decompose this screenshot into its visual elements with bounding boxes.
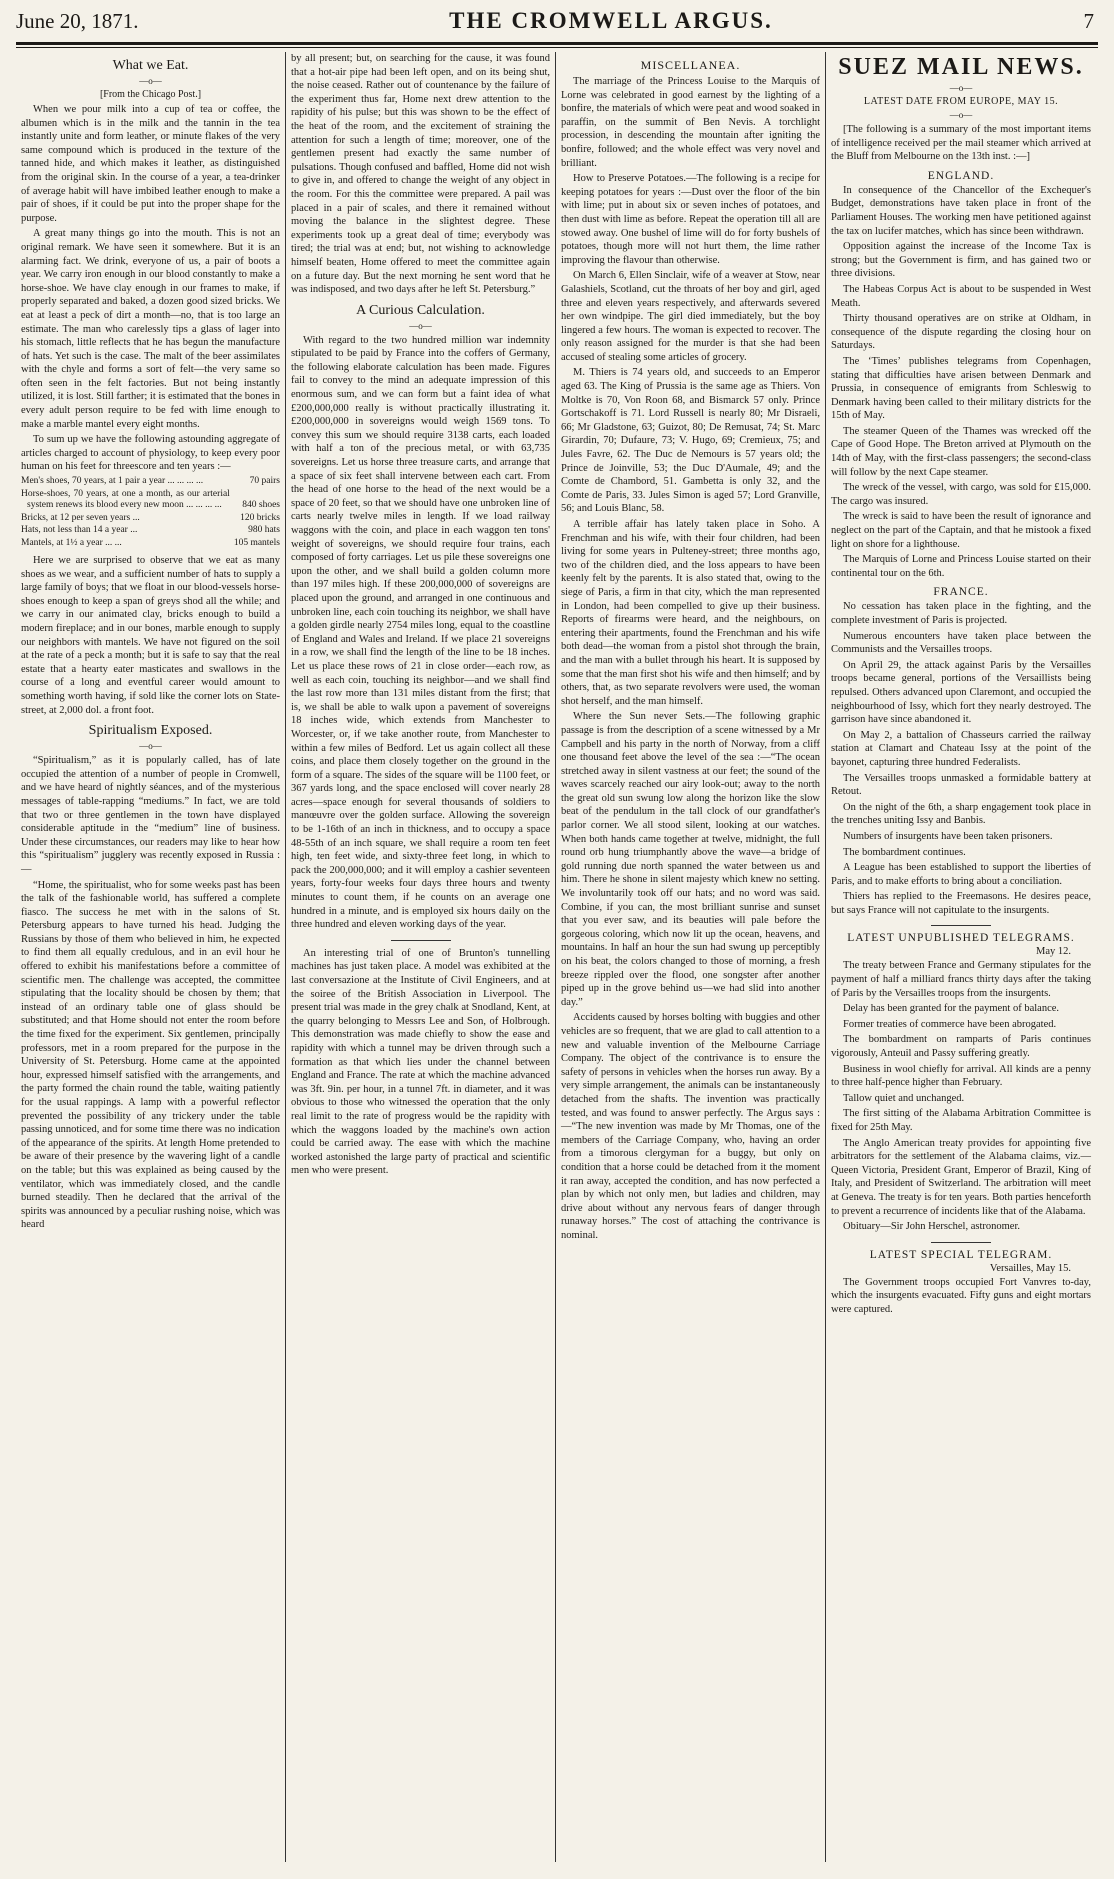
paragraph: Opposition against the increase of the Income Tax is strong; but the Government is firm, and has gained two or three divisions. — [831, 241, 1091, 280]
article-curious-calculation — [291, 303, 550, 932]
article-what-we-eat — [21, 58, 280, 717]
table-row — [21, 525, 280, 538]
table-row — [21, 489, 280, 513]
column-2 — [286, 52, 556, 1862]
fact-label: Horse-shoes, 70 years, at one a month, as our arterial system renews its blood every new moon ... ... ... ... — [21, 488, 230, 511]
subsection-title: ENGLAND. — [927, 169, 995, 182]
article-title: What we Eat. — [112, 58, 189, 73]
article-spiritualism — [21, 723, 280, 1232]
title-separator: —o— — [949, 83, 973, 93]
paragraph: M. Thiers is 74 years old, and succeeds to an Emperor aged 63. The King of Prussia is the same age as Thiers. Von Moltke is 70, Von Roon 68, and Bismarck 57 only. Prince Gortschakoff is 71. Lord Russell is nearly 80; Mr Disraeli, 66; Mr Gladstone, 63; Guizot, 80; De Remusat, 74; St. Marc Girardin, 70; Dufaure, 73; V. Hugo, 69; Cremieux, 75; and Jules Favre, 62. The Duc de Nemours is 57 years old; the Prince de Joinville, 53; the Duc D'Aumale, 49; and the Comte de Chambord, 51. Gambetta is only 32, and the Comte de Paris, 33. Jules Simon is aged 57; Lord Granville, 56; and Louis Blanc, 58. — [561, 367, 820, 515]
paragraph: To sum up we have the following astounding aggregate of articles charged to account of physiology, to keep every poor human on his feet for threescore and ten years :— — [21, 434, 280, 473]
paragraph: The bombardment on ramparts of Paris continues vigorously, Anteuil and Passy suffering greatly. — [831, 1034, 1091, 1060]
table-row — [21, 476, 280, 489]
aggregate-table — [21, 476, 280, 550]
paragraph: The Habeas Corpus Act is about to be suspended in West Meath. — [831, 283, 1091, 309]
paragraph: The Government troops occupied Fort Vanvres to-day, which the insurgents evacuated. Fifty guns and eight mortars were captured. — [831, 1276, 1091, 1315]
fact-value: 70 pairs — [249, 476, 280, 487]
paragraph: The marriage of the Princess Louise to the Marquis of Lorne was celebrated in good earnest by the lighting of a bonfire, the materials of which were peat and wood soaked in paraffin, on the summit of Ben Nevis. A torchlight procession, in descending the mountain after igniting the bonfire, followed; and the whole effect was very novel and brilliant. — [561, 76, 820, 169]
section-title: MISCELLANEA. — [640, 58, 741, 72]
section-divider — [931, 1242, 991, 1243]
masthead-rule-thin — [16, 47, 1098, 48]
subsection-title: LATEST SPECIAL TELEGRAM. — [869, 1248, 1053, 1261]
subsection-title: FRANCE. — [933, 586, 989, 599]
editor-note: [The following is a summary of the most important items of intelligence received per the mail steamer which arrived at the Bluff from Melbourne on the 13th inst. :—] — [831, 124, 1091, 163]
paragraph: Here we are surprised to observe that we eat as many shoes as we wear, and a sufficient number of hats to supply a large family of boys; that we float in our blood-vessels horse-shoes enough to keep a span of greys shod all the while; and we carry in our animated clay, bricks enough to build a modern fireplace; and in our bones, marble enough to supply our neighbors with mantels. We have not figured on the soil at the rate of a peck a month; but it is safe to say that the real estate that a hearty eater masticates and swallows in the course of a long and eventful career would amount to something worth having, if sold like the corner lots on State-street, at 2,000 dol. a front foot. — [21, 555, 280, 716]
paragraph: On March 6, Ellen Sinclair, wife of a weaver at Stow, near Galashiels, Scotland, cut the throats of her boy and girl, aged three and eleven years respectively, and afterwards severed her own windpipe. The girl died immediately, but the boy lingered a few hours. The woman is expected to recover. The only reason assigned for the murder is that she had been accused of stealing some articles of grocery. — [561, 270, 820, 363]
paragraph: Numerous encounters have taken place between the Communists and the Versailles troops. — [831, 630, 1091, 656]
page-number: 7 — [1083, 9, 1094, 33]
masthead-rule-thick — [16, 42, 1098, 45]
article-title: A Curious Calculation. — [356, 302, 485, 318]
paragraph: The bombardment continues. — [843, 846, 966, 858]
paragraph: When we pour milk into a cup of tea or coffee, the albumen which is in the milk and the tannin in the tea instantly unite and form leather, or minute flakes of the very same compound which is produced in the texture of the tanned hide, and which makes it leather, as distinguished from the original skin. In the course of a year, a tea-drinker of average habit will have imbibed leather enough to make a pair of shoes, if it could be put into the proper shape for the purpose. — [21, 104, 280, 224]
paragraph: Accidents caused by horses bolting with buggies and other vehicles are so frequent, that we are glad to call attention to a new and valuable invention of the Melbourne Carriage Company. The object of the contrivance is to ensure the safety of persons in vehicles when the horses run away. By a very simple arrangement, the animals can be instantaneously detached from the shafts. The invention was practically tested, and was found to answer perfectly. The Argus says :—“The new invention was made by Mr Thomas, one of the members of the Carriage Company, who, having an order from a timorous clergyman for a buggy, but only on condition that a horse could be detached from it the moment it ran away, accepted the condition, and has now perfected a plan by which not only men, but ladies and children, may drive about without any nervous fears of danger through runaway horses.” The cost of attaching the contrivance is nominal. — [561, 1012, 820, 1241]
paragraph: by all present; but, on searching for the cause, it was found that a hot-air pipe had been left open, and on its being shut, the noise ceased. Rather out of countenance by the failure of the experiment thus far, Home next drew attention to the rapidity of his pulse; but this was shown to be the effect of the heat of the room, and the excitement of straining the attention for such a length of time; moreover, one of the gentlemen present had exactly the same number of pulsations. Though confused and baffled, Home did not wish to give in, and offered to change the weight of any object in the room. For this the committee were prepared. A pail was placed in a pair of scales, and there it remained without moving the balance in the slightest degree. These experiments took up a great deal of time; everybody was tired; the trial was at end; but, not wishing to acknowledge himself beaten, Home offered to meet the committee again on a future day. But the next morning he sent word that he was indisposed, and two days after he left St. Petersburg.” — [291, 53, 550, 296]
paragraph: Tallow quiet and unchanged. — [843, 1092, 965, 1104]
fact-value: 840 shoes — [242, 500, 280, 511]
table-row — [21, 538, 280, 551]
title-separator: —o— — [949, 110, 973, 120]
paragraph: A League has been established to support the liberties of Paris, and to make efforts to bring about a conciliation. — [831, 862, 1091, 887]
table-row — [21, 513, 280, 526]
paragraph: On April 29, the attack against Paris by the Versailles troops became general, portions of the Versaillists being repulsed. Others advanced upon Claremont, and occupied the neighbourhood of Issy, which fort they nearly destroyed. The garrison have since abandoned it. — [831, 659, 1091, 726]
paragraph: The first sitting of the Alabama Arbitration Committee is fixed for 25th May. — [831, 1108, 1091, 1133]
article-title: Spiritualism Exposed. — [88, 723, 213, 739]
paragraph: Thirty thousand operatives are on strike at Oldham, in consequence of the dispute regarding the closing hour on Saturdays. — [831, 313, 1091, 352]
paragraph: Where the Sun never Sets.—The following graphic passage is from the description of a scene witnessed by a Mr Campbell and his party in the north of Norway, from a cliff one thousand feet above the level of the sea :—“The ocean stretched away in silent vastness at our feet; the sound of the waves scarcely reached our airy look-out; away to the north the great old sun swung low along the horizon like the slow beat of the pendulum in the tall clock of our grandfather's parlor corner. We all stood silent, looking at our watches. When both hands came together at twelve, midnight, the full round orb hung triumphantly above the wave—a bridge of gold running due north spanned the water between us and him. There he shone in silent majesty which knew no setting. We involuntarily took off our hats; and no word was said. Combine, if you can, the most brilliant sunrise and sunset that you ever saw, and its beauties will pale before the gorgeous coloring, which now lit up the ocean, heavens, and mountains. In half an hour the sun had swung up perceptibly on his beat, the colors changed to those of morning, a fresh breeze rippled over the flood, one songster after another piped up in the grove behind us—we had slid into another day.” — [561, 711, 820, 1008]
paragraph: A terrible affair has lately taken place in Soho. A Frenchman and his wife, with their four children, had been living for some years in Pulteney-street; three months ago, two of the children died, and the loss appears to have been keenly felt by the parents. It is also stated that, owing to the siege of Paris, a firm in that city, which the man represented in London, had been compelled to give up their business. Reports of firearms were heard, and the neighbours, on entering their apartments, found the Frenchman and his wife both dead—the woman from a pistol shot through the brain, and the man with a bullet through his heart. It is supposed by some that the man first shot his wife and then himself; and by others, that, as two separate revolvers were used, the woman shot herself, and the man himself. — [561, 519, 820, 707]
dateline: Versailles, May 15. — [989, 1262, 1071, 1274]
paragraph: The Marquis of Lorne and Princess Louise started on their continental tour on the 6th. — [831, 554, 1091, 579]
paragraph: The wreck is said to have been the result of ignorance and neglect on the part of the Captain, and that he mistook a fixed light on shore for a lighthouse. — [831, 511, 1091, 550]
paragraph: How to Preserve Potatoes.—The following is a recipe for keeping potatoes for years :—Dust over the floor of the bin with lime; put in about six or seven inches of potatoes, and then dust with lime as before. Repeat the operation till all are stowed away. One bushel of lime will do for forty bushels of potatoes, though more will not hurt them, the lime rather improving the flavour than otherwise. — [561, 173, 820, 266]
paragraph: The steamer Queen of the Thames was wrecked off the Cape of Good Hope. The Breton arrived at Plymouth on the 14th of May, with the first-class passengers; the second-class will follow by the next Cape steamer. — [831, 425, 1091, 478]
title-separator: —o— — [139, 741, 162, 752]
paragraph: “Home, the spiritualist, who for some weeks past has been the talk of the fashionable world, has suffered a complete fiasco. The success he met with in the salons of St. Petersburg appears to have turned his head. Judging the Russians by those of them who believed in him, he expected to find them all equally credulous, and in an evil hour he offered to exhibit his manifestations before a committee of scientific men. The challenge was accepted, the committee stipulating that the locality should be chosen by them; that instead of an ordinary table one of glass should be substituted; and that Home should not enter the room before the time fixed for the experiment. Six gentlemen, principally professors, met in a room prepared for the purpose in the University of St. Petersburg. Home came at the appointed hour, expressed himself satisfied with the arrangements, and the party formed the chain round the table, waiting patiently for the usual rappings. A lamp with a powerful reflector prevented the possibility of any trickery under the table passing unnoticed, and for some time there was no indication of the appearance of the spirits. At length Home pretended to be aware of their presence by the wavering light of a candle on the table; but this was explained as being caused by the ventilator, which was immediately closed, and the candle burned steadily. Then he declared that the arrival of the spirits was announced by a peculiar rushing noise, which was heard — [21, 879, 280, 1231]
paragraph: Obituary—Sir John Herschel, astronomer. — [843, 1221, 1021, 1233]
paragraph: “Spiritualism,” as it is popularly called, has of late occupied the attention of a number of people in Cromwell, and we have heard of nightly séances, and of the mysterious messages of table-rapping “mediums.” In fact, we are told that two or three gentlemen in the town have displayed considerable aptitude in the “medium” line of business. Under these circumstances, our readers may like to hear how this “spiritualism” jugglery was recently exposed in Russia :— — [21, 755, 280, 875]
paragraph: In consequence of the Chancellor of the Exchequer's Budget, demonstrations have taken place in front of the Parliament Houses. The working men have petitioned against the tax on lucifer matches, which has since been withdrawn. — [831, 184, 1091, 237]
paragraph: A great many things go into the mouth. This is not an original remark. We have seen it somewhere. But it is an alarming fact. We drink, everyone of us, a pair of boots a year. We carry iron enough in our blood constantly to make a horse-shoe. We have clay enough in our frames to make, if properly separated and baked, a dozen good sized bricks. We eat at least a peck of dirt a month—no, that is too large an estimate. The man who carelessly tips a glass of lager into his stomach, little reflects that he has begun the manufacture of hats. Yet such is the case. The malt of the beer assimilates with the chyle and forms a sort of felt—the very same so often seen in the felt factories. But not being instantly utilized, it is lost. Still farther; it is estimated that the bones in every adult person require to be fed with lime enough to make a marble mantel every eight months. — [21, 228, 280, 430]
subsection-title: LATEST UNPUBLISHED TELEGRAMS. — [847, 932, 1075, 945]
paragraph: Thiers has replied to the Freemasons. He desires peace, but says France will not capitulate to the insurgents. — [831, 891, 1091, 916]
fact-value: 980 hats — [248, 525, 280, 536]
title-separator: —o— — [139, 76, 162, 86]
fact-value: 105 mantels — [233, 537, 280, 548]
article-source: [From the Chicago Post.] — [99, 89, 202, 100]
fact-value: 120 bricks — [240, 512, 280, 523]
paragraph: With regard to the two hundred million war indemnity stipulated to be paid by France into the coffers of Germany, the following elaborate calculation has been made. Figures fail to convey to the mind an adequate impression of this enormous sum, and we can form but a faint idea of what £200,000,000 really is without practically illustrating it. £200,000,000 in sovereigns would weigh 1569 tons. To convey this sum we should require 3138 carts, each loaded with half a ton of the precious metal, or with 63,735 sovereigns. Let us horse three treasure carts, and arrange that a space of six feet shall intervene between each cart. From the head of one horse to the head of the next would be a space of 20 feet, so that we should have one unbroken line of carts nearly twelve miles in length. If we load railway waggons with the coin, and place in each waggon ten tons' weight of sovereigns, we should require four trains, each composed of forty carriages. Let us pile these sovereigns one upon the other, and we shall build a golden column more than 197 miles high. If these 200,000,000 of sovereigns are placed upon the ground, and arranged in one continuous and unbroken line, each coin touching its neighbor, we shall have a golden girdle nearly 2754 miles long, equal to the coastline of England and Wales and Ireland. If we place 21 sovereigns in a row, we shall find the length of the line to be 18 inches. Let us place these rows of 21 in close order—each row, as well as each coin, touching its neighbor—and we shall find the last row more than 131 miles distant from the first; that is, we shall be able to walk upon a pavement of sovereigns 18 inches wide, which extends from Manchester to Worcester, or, if we take another route, from Manchester to within a few miles of Bedford. Let us again collect all these coins, and place them closely together on the ground in the form of a square. The sides of the square will be 1100 feet, or 367 yards long, and the space enclosed will cover nearly 28 acres—space enough for several thousands of soldiers to manœuvre over the golden surface. Allowing the sovereign to be 1-16th of an inch in thickness, and to occupy a space 48-55th of an inch square, we shall require a room ten feet high, ten feet wide, and sixty-three feet long, in which to pack the 200,000,000; and it will employ a cashier seventeen years, forty-four weeks four days three hours and twenty minutes to count them, if he counts on an average one hundred in a minute, and is employed six hours daily on the three hundred and eleven working days of the year. — [291, 334, 550, 931]
paragraph: The wreck of the vessel, with cargo, was sold for £15,000. The cargo was insured. — [831, 482, 1091, 507]
issue-date: June 20, 1871. — [16, 9, 139, 33]
section-divider — [931, 925, 991, 926]
paragraph: Former treaties of commerce have been abrogated. — [843, 1018, 1057, 1030]
dateline: May 12. — [1036, 946, 1071, 958]
paragraph: On the night of the 6th, a sharp engagement took place in the trenches uniting Issy and Banbis. — [831, 801, 1091, 827]
fact-label: Bricks, at 12 per seven years ... — [21, 512, 140, 523]
paragraph: On May 2, a battalion of Chasseurs carried the railway station at Clamart and Chateau Issy at the point of the bayonet, capturing three hundred Federalists. — [831, 729, 1091, 768]
latest-date: LATEST DATE FROM EUROPE, MAY 15. — [863, 96, 1059, 107]
masthead — [16, 8, 1098, 38]
column-3 — [556, 52, 826, 1862]
paragraph: No cessation has taken place in the fighting, and the complete investment of Paris is projected. — [831, 601, 1091, 626]
paragraph: The ‘Times’ publishes telegrams from Copenhagen, stating that difficulties have arisen between Denmark and Prussia, in consequence of emigrants from Schleswig to Denmark having been called to their military districts for the 15th of May. — [831, 355, 1091, 422]
fact-label: Mantels, at 1½ a year ... ... — [21, 537, 122, 548]
newspaper-title: THE CROMWELL ARGUS. — [449, 8, 773, 33]
paragraph: The Versailles troops unmasked a formidable battery at Retout. — [831, 772, 1091, 798]
paragraph: Numbers of insurgents have been taken prisoners. — [843, 830, 1053, 842]
paragraph: An interesting trial of one of Brunton's tunnelling machines has just taken place. A model was exhibited at the last conversazione at the Institute of Civil Engineers, and at the soiree of the British Association in Liverpool. The present trial was made in the grey chalk at Snodland, Kent, at the quarry belonging to Messrs Lee and Son, of Holbrough. This demonstration was made chiefly to show the ease and rapidity with which a tunnel may be driven through such a formation as that which lies under the channel between England and France. The rate at which the machine advanced was 3ft. 9in. per hour, in a tunnel 7ft. in diameter, and it was obvious to those who witnessed the operation that the only real limit to the rate of progress would be the rapidity with which the waggons loaded by the machine's own action could be carried away. The ease with which the machine worked astonished the large party of practical and scientific men who were present. — [291, 947, 550, 1177]
paragraph: The treaty between France and Germany stipulates for the payment of half a milliard francs thirty days after the taking of Paris by the Versailles troops from the insurgents. — [831, 960, 1091, 999]
paragraph: Business in wool chiefly for arrival. All kinds are a penny to three half-pence higher than February. — [831, 1063, 1091, 1089]
columns — [16, 52, 1098, 1862]
column-1 — [16, 52, 286, 1862]
section-title: SUEZ MAIL NEWS. — [838, 54, 1084, 80]
fact-label: Hats, not less than 14 a year ... — [21, 525, 138, 536]
title-separator: —o— — [409, 320, 432, 331]
column-4 — [826, 52, 1096, 1862]
paragraph: The Anglo American treaty provides for appointing five arbitrators for the settlement of the Alabama claims, viz.—Queen Victoria, President Grant, Emperor of Brazil, King of Italy, and President of Switzerland. The arbitration will meet at Geneva. The treaty is for ten years. Both parties henceforth to prevent a recurrence of incidents like that of the Alabama. — [831, 1137, 1091, 1217]
section-divider — [391, 940, 451, 941]
fact-label: Men's shoes, 70 years, at 1 pair a year ... ... ... ... — [21, 476, 204, 487]
paragraph: Delay has been granted for the payment of balance. — [843, 1003, 1060, 1015]
